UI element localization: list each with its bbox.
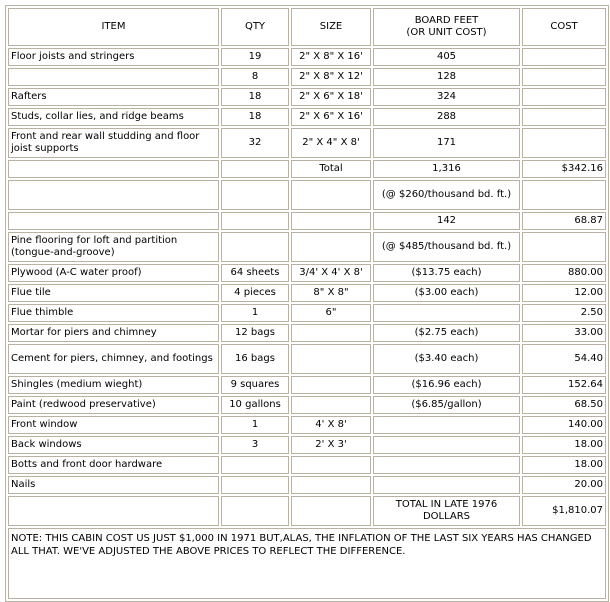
item-cell: Flue tile xyxy=(8,284,219,302)
table-row xyxy=(8,376,606,394)
table-row xyxy=(8,304,606,322)
table-row xyxy=(8,324,606,342)
qty-cell xyxy=(221,232,289,262)
qty-cell: 10 gallons xyxy=(221,396,289,414)
item-cell: Plywood (A-C water proof) xyxy=(8,264,219,282)
cost-cell: 152.64 xyxy=(522,376,606,394)
cost-cell xyxy=(522,108,606,126)
size-cell xyxy=(291,344,371,374)
header-size: SIZE xyxy=(291,8,371,46)
qty-cell: 32 xyxy=(221,128,289,158)
qty-cell xyxy=(221,456,289,474)
table-row xyxy=(8,284,606,302)
size-cell: 2" X 6" X 18' xyxy=(291,88,371,106)
cost-cell xyxy=(522,180,606,210)
cost-cell: 18.00 xyxy=(522,456,606,474)
table-row xyxy=(8,456,606,474)
cost-cell xyxy=(522,232,606,262)
size-cell: 4' X 8' xyxy=(291,416,371,434)
cost-cell: 140.00 xyxy=(522,416,606,434)
table-row xyxy=(8,436,606,454)
cost-cell: 880.00 xyxy=(522,264,606,282)
qty-cell: 12 bags xyxy=(221,324,289,342)
cost-cell: $1,810.07 xyxy=(522,496,606,526)
qty-cell xyxy=(221,180,289,210)
item-cell: Botts and front door hardware xyxy=(8,456,219,474)
header-board-feet: BOARD FEET (OR UNIT COST) xyxy=(373,8,520,46)
item-cell: Rafters xyxy=(8,88,219,106)
cost-cell xyxy=(522,68,606,86)
qty-cell: 64 sheets xyxy=(221,264,289,282)
table-row xyxy=(8,88,606,106)
qty-cell: 1 xyxy=(221,416,289,434)
cost-cell xyxy=(522,128,606,158)
footnote: NOTE: THIS CABIN COST US JUST $1,000 IN 1971 BUT,ALAS, THE INFLATION OF THE LAST SIX YEARS HAS CHANGED ALL THAT. WE'VE ADJUSTED THE ABOVE PRICES TO REFLECT THE DIFFERENCE. xyxy=(8,528,606,599)
table-row xyxy=(8,180,606,210)
board-feet-cell: 288 xyxy=(373,108,520,126)
qty-cell: 1 xyxy=(221,304,289,322)
qty-cell xyxy=(221,476,289,494)
item-cell xyxy=(8,180,219,210)
qty-cell: 3 xyxy=(221,436,289,454)
header-item: ITEM xyxy=(8,8,219,46)
qty-cell: 8 xyxy=(221,68,289,86)
table-row xyxy=(8,128,606,158)
item-cell xyxy=(8,160,219,178)
table-row xyxy=(8,160,606,178)
board-feet-cell: (@ $485/thousand bd. ft.) xyxy=(373,232,520,262)
qty-cell: 19 xyxy=(221,48,289,66)
cost-cell: $342.16 xyxy=(522,160,606,178)
header-qty: QTY xyxy=(221,8,289,46)
size-cell xyxy=(291,180,371,210)
size-cell: 2" X 8" X 16' xyxy=(291,48,371,66)
size-cell: 2' X 3' xyxy=(291,436,371,454)
header-cost: COST xyxy=(522,8,606,46)
qty-cell: 16 bags xyxy=(221,344,289,374)
size-cell: 6" xyxy=(291,304,371,322)
item-cell: Studs, collar lies, and ridge beams xyxy=(8,108,219,126)
board-feet-cell: 405 xyxy=(373,48,520,66)
table-row xyxy=(8,344,606,374)
board-feet-cell xyxy=(373,476,520,494)
board-feet-cell: TOTAL IN LATE 1976 DOLLARS xyxy=(373,496,520,526)
size-cell xyxy=(291,496,371,526)
cost-cell xyxy=(522,48,606,66)
size-cell xyxy=(291,232,371,262)
size-cell xyxy=(291,396,371,414)
cost-cell: 68.87 xyxy=(522,212,606,230)
size-cell: 2" X 6" X 16' xyxy=(291,108,371,126)
board-feet-cell: ($16.96 each) xyxy=(373,376,520,394)
board-feet-cell xyxy=(373,416,520,434)
qty-cell xyxy=(221,160,289,178)
table-row xyxy=(8,232,606,262)
table-row xyxy=(8,108,606,126)
size-cell xyxy=(291,376,371,394)
qty-cell: 4 pieces xyxy=(221,284,289,302)
cost-cell: 68.50 xyxy=(522,396,606,414)
table-row xyxy=(8,68,606,86)
table-row xyxy=(8,496,606,526)
table-row xyxy=(8,416,606,434)
cost-cell: 33.00 xyxy=(522,324,606,342)
board-feet-cell: ($2.75 each) xyxy=(373,324,520,342)
table-row xyxy=(8,476,606,494)
table-row xyxy=(8,264,606,282)
size-cell xyxy=(291,476,371,494)
table-row xyxy=(8,48,606,66)
item-cell: Mortar for piers and chimney xyxy=(8,324,219,342)
size-cell xyxy=(291,324,371,342)
item-cell xyxy=(8,68,219,86)
cost-cell: 18.00 xyxy=(522,436,606,454)
board-feet-cell: ($6.85/gallon) xyxy=(373,396,520,414)
cost-cell: 12.00 xyxy=(522,284,606,302)
item-cell: Floor joists and stringers xyxy=(8,48,219,66)
board-feet-cell: ($13.75 each) xyxy=(373,264,520,282)
board-feet-cell: ($3.40 each) xyxy=(373,344,520,374)
board-feet-cell xyxy=(373,304,520,322)
board-feet-cell: 128 xyxy=(373,68,520,86)
board-feet-cell: 171 xyxy=(373,128,520,158)
qty-cell: 9 squares xyxy=(221,376,289,394)
size-cell: 3/4' X 4' X 8' xyxy=(291,264,371,282)
item-cell: Shingles (medium wieght) xyxy=(8,376,219,394)
cabin-cost-table xyxy=(5,5,609,602)
board-feet-cell xyxy=(373,456,520,474)
size-cell xyxy=(291,456,371,474)
cost-cell: 54.40 xyxy=(522,344,606,374)
board-feet-cell: 324 xyxy=(373,88,520,106)
item-cell xyxy=(8,212,219,230)
item-cell: Front and rear wall studding and floor joist supports xyxy=(8,128,219,158)
board-feet-cell: 142 xyxy=(373,212,520,230)
board-feet-cell: (@ $260/thousand bd. ft.) xyxy=(373,180,520,210)
cost-cell: 2.50 xyxy=(522,304,606,322)
item-cell: Nails xyxy=(8,476,219,494)
size-cell: 2" X 4" X 8' xyxy=(291,128,371,158)
item-cell: Flue thimble xyxy=(8,304,219,322)
board-feet-cell: 1,316 xyxy=(373,160,520,178)
table-body xyxy=(8,48,606,526)
qty-cell xyxy=(221,212,289,230)
qty-cell: 18 xyxy=(221,88,289,106)
item-cell xyxy=(8,496,219,526)
item-cell: Paint (redwood preservative) xyxy=(8,396,219,414)
cost-cell: 20.00 xyxy=(522,476,606,494)
board-feet-cell xyxy=(373,436,520,454)
cost-cell xyxy=(522,88,606,106)
item-cell: Pine flooring for loft and partition (tongue-and-groove) xyxy=(8,232,219,262)
qty-cell xyxy=(221,496,289,526)
size-cell: 8" X 8" xyxy=(291,284,371,302)
table-row xyxy=(8,396,606,414)
item-cell: Cement for piers, chimney, and footings xyxy=(8,344,219,374)
qty-cell: 18 xyxy=(221,108,289,126)
item-cell: Back windows xyxy=(8,436,219,454)
size-cell xyxy=(291,212,371,230)
board-feet-cell: ($3.00 each) xyxy=(373,284,520,302)
table-row xyxy=(8,212,606,230)
header-row xyxy=(8,8,606,46)
size-cell: 2" X 8" X 12' xyxy=(291,68,371,86)
item-cell: Front window xyxy=(8,416,219,434)
size-cell: Total xyxy=(291,160,371,178)
